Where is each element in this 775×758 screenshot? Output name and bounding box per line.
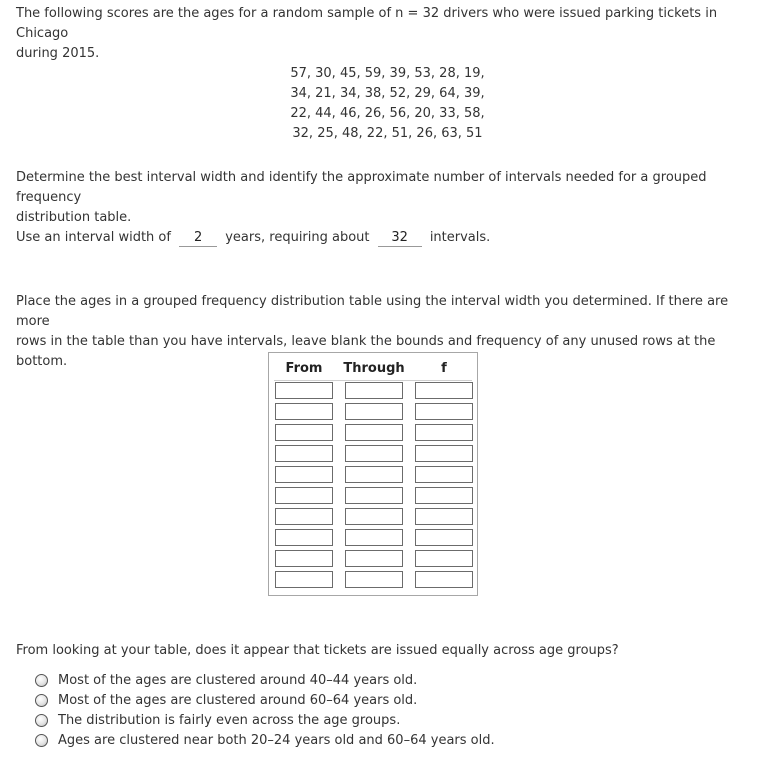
question1-line-1: Determine the best interval width and identify the approximate number of intervals needed for a grouped frequency xyxy=(16,170,707,205)
radio-button-icon[interactable] xyxy=(35,714,48,727)
age-data xyxy=(0,64,775,144)
from-input-row-5[interactable] xyxy=(275,466,333,483)
from-input-row-1[interactable] xyxy=(275,382,333,399)
data-line-4: 32, 25, 48, 22, 51, 26, 63, 51 xyxy=(292,126,483,141)
through-input-row-8[interactable] xyxy=(345,529,403,546)
radio-button-icon[interactable] xyxy=(35,674,48,687)
option-1-label: Most of the ages are clustered around 40–44 years old. xyxy=(58,673,418,688)
interval-width-input[interactable]: 2 xyxy=(179,230,217,247)
option-3-label: The distribution is fairly even across the age groups. xyxy=(58,713,401,728)
through-input-row-4[interactable] xyxy=(345,445,403,462)
option-4-label: Ages are clustered near both 20–24 years old and 60–64 years old. xyxy=(58,733,495,748)
question1-line-2: distribution table. xyxy=(16,210,132,225)
question-distribution: From looking at your table, does it appear that tickets are issued equally across age groups? xyxy=(16,643,619,658)
from-input-row-2[interactable] xyxy=(275,403,333,420)
through-input-row-1[interactable] xyxy=(345,382,403,399)
from-input-row-8[interactable] xyxy=(275,529,333,546)
frequency-input-row-3[interactable] xyxy=(415,424,473,441)
from-input-row-10[interactable] xyxy=(275,571,333,588)
question2-line-2: rows in the table than you have intervals, leave blank the bounds and frequency of any unused rows at the bottom. xyxy=(16,334,716,369)
frequency-input-row-5[interactable] xyxy=(415,466,473,483)
header-from: From xyxy=(285,361,323,376)
frequency-input-row-9[interactable] xyxy=(415,550,473,567)
data-line-2: 34, 21, 34, 38, 52, 29, 64, 39, xyxy=(290,86,485,101)
question2-line-1: Place the ages in a grouped frequency distribution table using the interval width you determined. If there are more xyxy=(16,294,729,329)
header-frequency: f xyxy=(441,361,447,376)
option-2-label: Most of the ages are clustered around 60–64 years old. xyxy=(58,693,418,708)
through-input-row-6[interactable] xyxy=(345,487,403,504)
from-input-row-7[interactable] xyxy=(275,508,333,525)
intro-line-1: The following scores are the ages for a random sample of n = 32 drivers who were issued parking tickets in Chicago xyxy=(16,6,718,41)
answer-middle: years, requiring about xyxy=(225,230,370,245)
frequency-input-row-4[interactable] xyxy=(415,445,473,462)
frequency-input-row-7[interactable] xyxy=(415,508,473,525)
through-input-row-10[interactable] xyxy=(345,571,403,588)
header-through: Through xyxy=(343,361,405,376)
header-divider xyxy=(274,380,472,381)
through-input-row-5[interactable] xyxy=(345,466,403,483)
radio-button-icon[interactable] xyxy=(35,734,48,747)
through-input-row-7[interactable] xyxy=(345,508,403,525)
through-input-row-9[interactable] xyxy=(345,550,403,567)
question-interval-width xyxy=(16,168,746,228)
from-input-row-3[interactable] xyxy=(275,424,333,441)
frequency-input-row-8[interactable] xyxy=(415,529,473,546)
intro-text xyxy=(16,4,746,64)
frequency-input-row-2[interactable] xyxy=(415,403,473,420)
from-input-row-4[interactable] xyxy=(275,445,333,462)
from-input-row-9[interactable] xyxy=(275,550,333,567)
answer-prefix: Use an interval width of xyxy=(16,230,171,245)
interval-count-input[interactable]: 32 xyxy=(378,230,422,247)
data-line-1: 57, 30, 45, 59, 39, 53, 28, 19, xyxy=(290,66,485,81)
intro-line-2: during 2015. xyxy=(16,46,100,61)
frequency-input-row-6[interactable] xyxy=(415,487,473,504)
frequency-input-row-10[interactable] xyxy=(415,571,473,588)
frequency-input-row-1[interactable] xyxy=(415,382,473,399)
from-input-row-6[interactable] xyxy=(275,487,333,504)
answer-suffix: intervals. xyxy=(429,230,491,245)
radio-button-icon[interactable] xyxy=(35,694,48,707)
answer-line xyxy=(16,228,746,248)
frequency-table xyxy=(268,352,478,596)
through-input-row-3[interactable] xyxy=(345,424,403,441)
data-line-3: 22, 44, 46, 26, 56, 20, 33, 58, xyxy=(290,106,485,121)
through-input-row-2[interactable] xyxy=(345,403,403,420)
